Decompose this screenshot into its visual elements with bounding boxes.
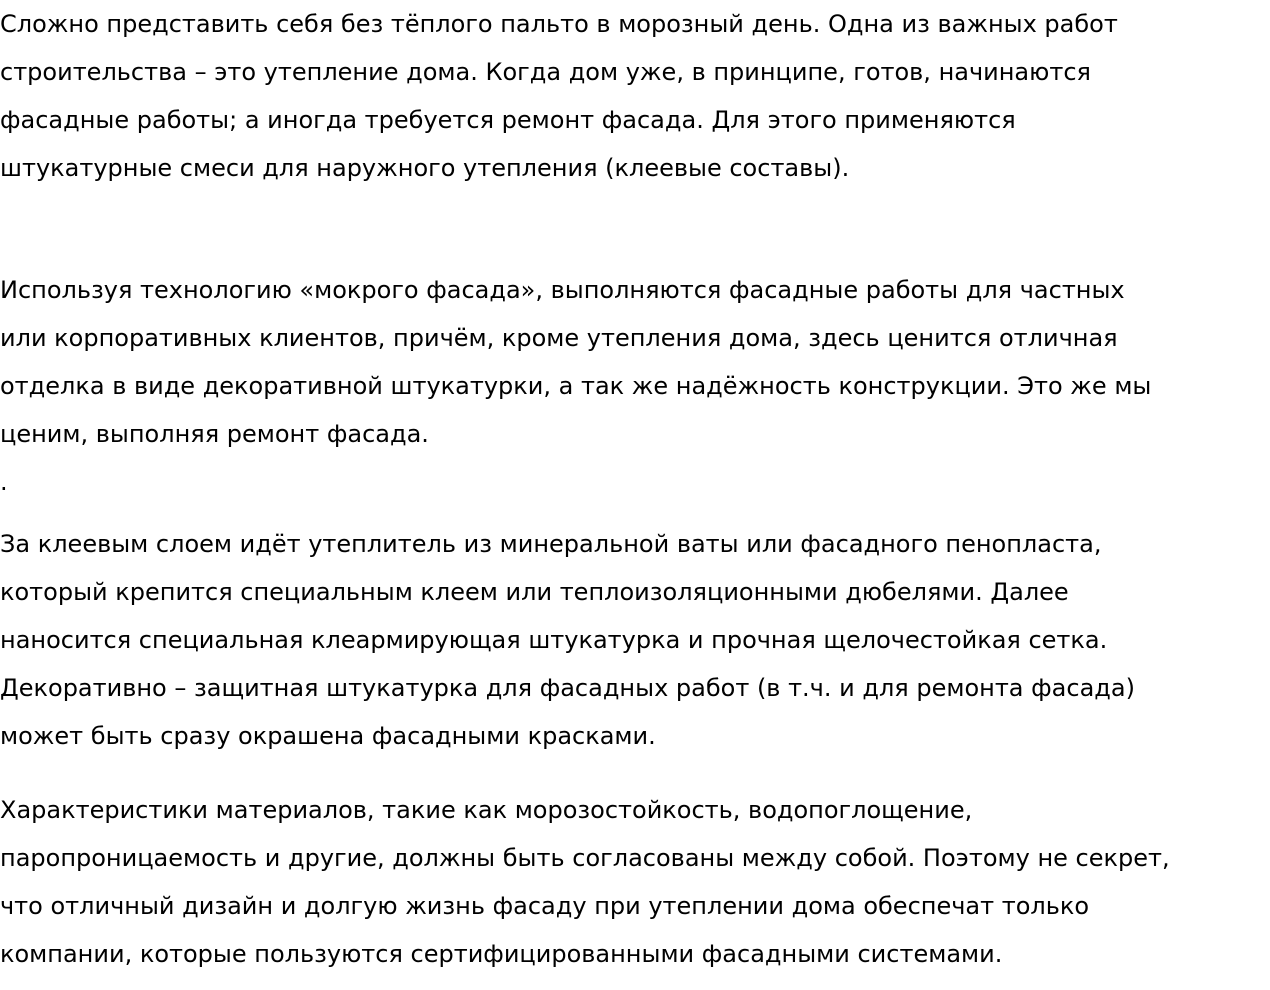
article-paragraph: За клеевым слоем идёт утеплитель из минеральной ваты или фасадного пенопласта, который крепится специальным клеем или теплоизоляционными дюбелями. Далее наносится специальная клеармирующая штукатурка и прочная щелочестойкая сетка. Декоративно – защитная штукатурка для фасадных работ (в т.ч. и для ремонта фасада) может быть сразу окрашена фасадными красками. — [0, 530, 1135, 750]
article-paragraph: Сложно представить себя без тёплого пальто в морозный день. Одна из важных работ строительства – это утепление дома. Когда дом уже, в принципе, готов, начинаются фасадные работы; а иногда требуется ремонт фасада. Для этого применяются штукатурные смеси для наружного утепления (клеевые составы). — [0, 10, 1118, 182]
article-paragraph: Характеристики материалов, такие как морозостойкость, водопоглощение, паропроницаемость и другие, должны быть согласованы между собой. Поэтому не секрет, что отличный дизайн и долгую жизнь фасаду при утеплении дома обеспечат только компании, которые пользуются сертифицированными фасадными системами. — [0, 796, 1170, 968]
article-paragraph: Используя технологию «мокрого фасада», выполняются фасадные работы для частных или корпоративных клиентов, причём, кроме утепления дома, здесь ценится отличная отделка в виде декоративной штукатурки, а так же надёжность конструкции. Это же мы ценим, выполняя ремонт фасада. . — [0, 276, 1152, 496]
